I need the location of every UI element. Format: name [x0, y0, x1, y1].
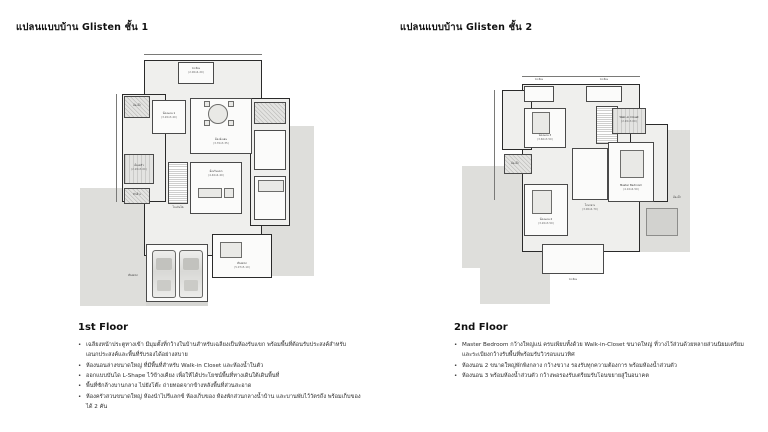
room-dim-walk-in-closet: (2.20x3.00) — [621, 120, 637, 123]
room-label-bedroom-1: ห้องนอน 1 — [162, 112, 176, 115]
floor2-feature-list — [454, 340, 748, 381]
room-label-stair-hall: โถงบันได — [172, 206, 184, 209]
room-label-carport: ที่จอดรถ — [128, 274, 138, 277]
floor1-title: แปลนแบบบ้าน Glisten ชั้น 1 — [16, 22, 149, 33]
terrace-table — [220, 242, 242, 258]
room-label-reception: ห้องรับแขก — [209, 170, 223, 173]
armchair — [224, 188, 234, 198]
list-item: • ห้องนอนล่างขนาดใหญ่ ที่มีพื้นที่สำหรับ Walk-in Closet และห้องน้ำในตัว — [78, 361, 364, 371]
room-east-utility — [254, 130, 286, 170]
room-label-balcony: ระเบียง — [191, 67, 201, 70]
car-2 — [179, 250, 203, 298]
room-label-central-hall: โถงกลาง — [584, 204, 596, 207]
room-label-bathroom: ห้องน้ำ — [133, 104, 141, 107]
dimension-line-top — [144, 54, 262, 55]
room-dim-central-hall: (3.00x4.70) — [582, 208, 598, 211]
room-label-bedroom-3: ห้องนอน 3 — [538, 134, 552, 137]
room-label-laundry: ซักล้าง — [133, 193, 141, 196]
room-dim-master-bedroom: (4.10x4.50) — [623, 188, 639, 191]
room-dim-living: (3.70x3.35) — [213, 142, 229, 145]
list-item: • เฉลียงหน้าประตูทางเข้า มีมุมตั้งที่กว้างในบ้านสำหรับเฉลียงเป็นห้องรับแขก พร้อมพื้นที่ต้อนรับประสงค์สำหรับเอนกประสงค์และพื้นที่รับรองได้อย่างสบาย — [78, 340, 364, 361]
room-label-bedroom-2: ห้องนอน 2 — [539, 218, 553, 221]
floor1-caption — [78, 322, 364, 412]
room-label-east-deck: ห้องน้ำ — [673, 196, 681, 199]
room-label-bath-2f: ห้องน้ำ — [511, 162, 519, 165]
room-label-walk-in-closet: Walk-in Closet — [619, 116, 639, 119]
counter — [258, 180, 284, 192]
floor1-feature-list — [78, 340, 364, 412]
room-lower-balcony — [542, 244, 604, 274]
dimension-line-top-2f — [522, 76, 640, 77]
room-dim-bedroom-2: (3.20x3.50) — [538, 222, 554, 225]
list-item: • ห้องครัวสวนขนาดใหญ่ ห้องนำไปรีแลกซ์ ห้องเก็บของ ห้องพักส่วนกลางน้ำบ้าน และบานพับไว้วัตรถึง พร้อมเก็บของได้ 2 คัน — [78, 392, 364, 413]
dining-chair — [228, 101, 234, 107]
dimension-line-left — [116, 94, 117, 202]
dining-chair — [204, 120, 210, 126]
dimension-line-left-2f — [494, 90, 495, 200]
room-label-master-bedroom: Master Bedroom — [619, 184, 643, 187]
dining-chair — [228, 120, 234, 126]
roof-deck — [646, 208, 678, 236]
room-dim-reception: (4.40x4.40) — [208, 174, 224, 177]
car-1 — [152, 250, 176, 298]
floor2-title: แปลนแบบบ้าน Glisten ชั้น 2 — [400, 22, 533, 33]
floor2-plan-drawing — [384, 38, 768, 310]
bed-3 — [532, 112, 550, 134]
room-label-balcony-2f: ระเบียง — [534, 78, 544, 81]
list-item: • พื้นที่ซักล้างบานกลาง ไปยังโต๊ะ ถ่ายทอดจากข้างหลังพื้นที่ส่วนสะอาด — [78, 381, 364, 391]
room-label-balcony2-2f: ระเบียง — [599, 78, 609, 81]
floor1-heading: 1st Floor — [78, 322, 129, 333]
room-dim-terrace: (5.07x5.10) — [234, 266, 250, 269]
room-label-lower-balcony: ระเบียง — [568, 278, 578, 281]
dining-chair — [204, 101, 210, 107]
room-label-terrace: ที่จอดรถ — [237, 262, 247, 265]
site-lawn-left — [80, 188, 152, 306]
sofa — [198, 188, 222, 198]
list-item: • ห้องนอน 2 ขนาดใหญ่พักพิงกลาง กว้างขวาง รองรับทุกความต้องการ พร้อมห้องน้ำส่วนตัว — [454, 361, 748, 371]
list-item: • ห้องนอน 3 พร้อมห้องน้ำส่วนตัว กว้างพอรองรับเตรียมรับโอนขยายสู่ในอนาคต — [454, 371, 748, 381]
floor2-heading: 2nd Floor — [454, 322, 508, 333]
floor2-caption — [454, 322, 748, 381]
floor1-plan-drawing — [0, 38, 384, 310]
bed-2 — [532, 190, 552, 214]
room-dim-bedroom-3: (3.60x3.50) — [537, 138, 553, 141]
list-item: • ออกแบบบันได L-Shape ไว้ข้างเคียง เพื่อให้ได้ประโยชน์พื้นที่ทางเดินใต้เดินพื้นที่ — [78, 371, 364, 381]
room-balcony-top-right — [586, 86, 622, 102]
room-label-living: ห้องนั่งเล่น — [214, 138, 228, 141]
room-dim-balcony: (2.00x4.20) — [188, 71, 204, 74]
list-item: • Master Bedroom กว้างใหญ่แน่ ครบเพียบทั้งด้วย Walk-in-Closet ขนาดใหญ่ ที่วางไว้ส่วนด้วยหลายส่วนนิยมเตรียม และระเบียงกว้างรับพื้นที่พร้อมรับวิวรอบแนวทิศ — [454, 340, 748, 361]
room-label-kitchen: ห้องครัว — [134, 164, 144, 167]
dining-table — [208, 104, 228, 124]
room-central-hall — [572, 148, 608, 200]
room-east-bath — [254, 102, 286, 124]
master-bed — [620, 150, 644, 178]
room-dim-bedroom-1: (3.20x3.40) — [161, 116, 177, 119]
room-balcony-top-left — [524, 86, 554, 102]
room-dim-kitchen: (2.20x3.00) — [131, 168, 147, 171]
floor2-panel — [384, 0, 768, 432]
staircase — [168, 162, 188, 204]
